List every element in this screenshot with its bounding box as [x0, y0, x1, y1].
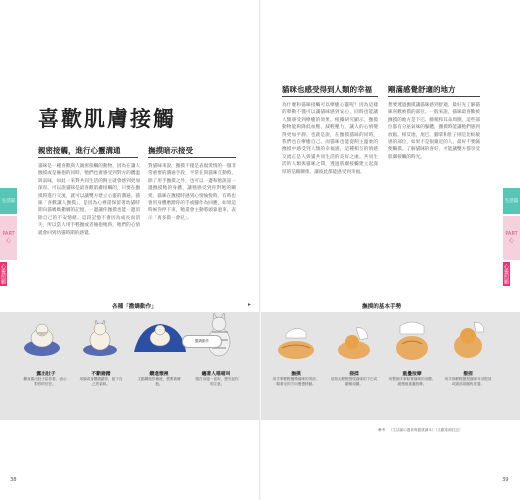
page-number-left: 38 — [10, 477, 17, 483]
cat-in-lap-illustration — [130, 316, 190, 358]
side-tab-left — [0, 188, 17, 286]
page-title: 喜歡肌膚接觸 — [38, 107, 176, 131]
side-tab-mid — [0, 216, 17, 260]
section-heading-4: 剛滿感覺舒適的地方 — [388, 85, 456, 94]
page-gutter — [259, 0, 261, 500]
cat-rubbing-illustration — [78, 316, 123, 358]
caption-title-8: 撥捏 — [463, 372, 473, 377]
hand-massage-cat-illustration — [388, 316, 436, 364]
side-tab-bottom: 心靈照顧 — [0, 264, 6, 284]
section-heading-2: 撫摸暗示接受 — [148, 146, 193, 155]
side-tab-top-right: 生活篇 — [503, 188, 520, 214]
caption-text-4: 跟在身邊一直叫，想引起你的注意。 — [195, 377, 239, 387]
caption-text-7: 用整個手掌貼著貓咪的身體，緩慢地重疊按摩。 — [388, 377, 436, 387]
side-tab-mid-label-right: PART — [505, 231, 518, 237]
hand-stroking-cat-illustration — [272, 318, 320, 363]
section-rule-2 — [148, 157, 236, 158]
caption-title-2: 不斷磨蹭 — [91, 372, 111, 377]
illustration-title-right: 撫摸的基本手勢 — [362, 304, 402, 310]
caption-text-5: 用手掌輕輕撫摸貓咪的背部，順著毛的方向慢慢移動。 — [272, 377, 320, 387]
section-heading-1: 親密接觸，進行心靈溝通 — [38, 146, 121, 155]
caption-text-6: 用指尖輕輕搓揉貓咪的下巴或臉頰周圍。 — [330, 377, 378, 387]
section-heading-3: 貓咪也感受得到人類的幸福 — [282, 85, 372, 94]
side-tab-mid-symbol: 心 — [5, 238, 11, 244]
speech-bubble: 撒嬌動作 — [182, 335, 222, 348]
illustration-title-left: 各種「撒嬌動作」 — [112, 304, 157, 310]
caption-title-4: 纏著人喵喵叫 — [201, 372, 231, 377]
illustration-arrow: ▸ — [248, 302, 251, 308]
section-rule-1 — [38, 157, 138, 158]
side-tab-mid-label: PART — [2, 231, 15, 237]
side-tab-top: 生活篇 — [0, 188, 17, 214]
section-body-2: 對貓咪來說，撫摸不僅是表現愛情的一個非常重要的溝通手段，平常在與貓咪互動時，除了用手撫摸之外，也可以一邊和牠說話一邊撫摸牠的身體，讓牠感受到你對牠的關愛。貓咪在撫摸時感到心情愉悅時，有時也會用身體磨蹭你的手或腳作為回應，如果這時候你停下來，牠還會主動將頭靠過來，表示「再多摸一會兒」。 — [148, 164, 236, 221]
cat-belly-up-illustration — [20, 318, 65, 358]
side-tab-bottom-right: 心靈照顧 — [503, 264, 509, 284]
reference-note: 參考：《生活貓の養育與健康讀本》（文獻來源註記） — [378, 428, 463, 432]
hand-rubbing-cat-illustration — [330, 318, 378, 363]
caption-title-1: 露出肚子 — [36, 372, 56, 377]
caption-text-8: 用手指輕輕撥捏貓咪耳朵根部或頸部周圍的皮膚。 — [444, 377, 492, 387]
caption-title-5: 撫摸 — [291, 372, 301, 377]
section-body-1: 貓咪是一種喜歡與人親密接觸的動物，因為在讓人撫摸或是擁抱的同時，牠們也會感受到對方的體溫與氣味，如此一來對共同生活的飼主就會感到更加深厚。可以說貓咪是最喜歡肌膚接觸的，只要在撫摸時進行交流，就可以讓雙方建立心靈的溝通。貓咪「喜歡讓人撫摸」，是因為心裡還保留著幼貓時期向貓媽媽撒嬌的記憶，一邊讓你撫摸也能一邊消除自己的不安情緒。這段記憶不會因為成長而消失，所以當人用手輕撫或者擁抱牠時，牠們的心情就會回到幼貓時期的感覺。 — [38, 164, 140, 236]
caption-text-3: 主動鑽進你懷裡，想要被擁抱。 — [137, 377, 181, 387]
section-body-3: 為什麼和貓咪接觸可以療癒心靈呢？因為這樣的舉動不僅可以讓貓咪感到安心，同時也能讓人類感受到療癒的效果。根據研究顯示，撫摸動物能夠降低血壓、減輕壓力，讓人的心情變得更加平靜。也就是說，在撫摸貓咪的同時，我們也在療癒自己。而貓咪也能從飼主溫柔的撫摸中感受到人類的幸福感，這種相互的情感交流正是人與貓共同生活的美好之處。共同生活的人類與貓咪之間，透過肌膚接觸建立起深厚的信賴關係，讓彼此都能感受到幸福。 — [282, 103, 378, 175]
section-rule-3 — [282, 96, 378, 97]
caption-title-7: 重疊按摩 — [402, 372, 422, 377]
side-tab-mid-right — [503, 216, 520, 260]
caption-text-2: 用頭或身體磨蹭你，留下自己的氣味。 — [79, 377, 123, 387]
section-rule-4 — [388, 96, 480, 97]
caption-title-6: 搓揉 — [349, 372, 359, 377]
page-number-right: 39 — [502, 477, 509, 483]
side-tab-right — [503, 188, 520, 286]
caption-title-3: 鑽進懷裡 — [149, 372, 169, 377]
side-tab-mid-symbol-right: 心 — [508, 238, 514, 244]
caption-text-1: 翻身露出肚子給你看，表示對你的信任。 — [23, 377, 67, 387]
section-body-4: 想要透過撫摸讓貓咪感到舒適，最好先了解貓咪喜歡被摸的部位。一般來說，貓咪最喜歡被撫摸的地方是下巴、臉頰和耳朵周圍，這些部位都有分泌氣味的腺體，撫摸時能讓牠們感到放鬆。相反地，尾巴、腳掌和肚子則是比較敏感的部位，如果不是很親近的人，最好不要隨便觸摸。了解貓咪的喜好，才能讓雙方都享受肌膚接觸的時光。 — [388, 103, 480, 160]
hand-pinching-cat-illustration — [444, 316, 492, 364]
